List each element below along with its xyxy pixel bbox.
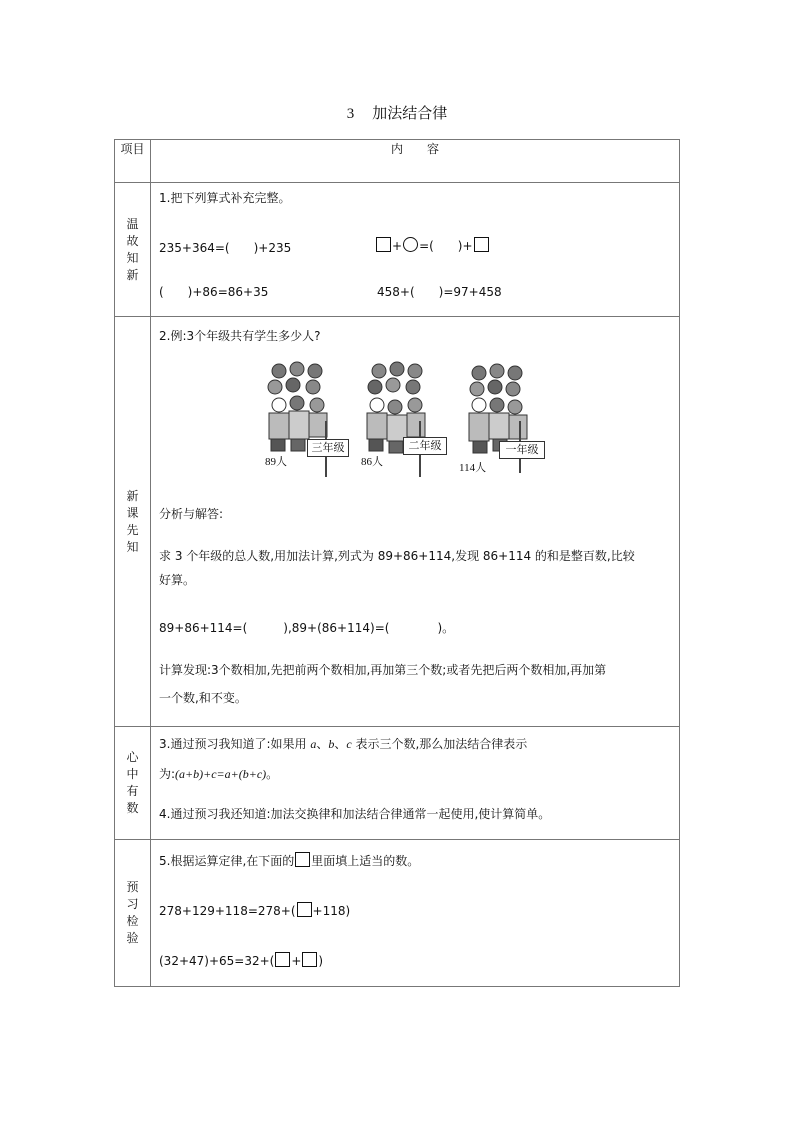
group-count: 86人 — [361, 456, 383, 468]
text: 为: — [159, 767, 176, 781]
header-content: 内 容 — [151, 140, 680, 183]
section-content-check — [151, 840, 680, 987]
label-char: 知 — [126, 250, 139, 265]
section-check — [115, 840, 680, 987]
label-char: 温 — [126, 216, 139, 231]
table-header-row — [115, 140, 680, 183]
analysis-line-2: 好算。 — [159, 573, 196, 587]
eq-1-left: 235+364=( )+235 — [159, 241, 292, 255]
title-text: 加法结合律 — [372, 104, 448, 122]
grade-sign: 一年级 — [499, 441, 545, 459]
text: 里面填上适当的数。 — [311, 854, 420, 868]
analysis-title: 分析与解答: — [159, 507, 224, 521]
grade-sign: 二年级 — [403, 437, 447, 455]
label-char: 新 — [126, 267, 139, 282]
eq-1-right — [375, 237, 490, 254]
point-4: 4.通过预习我还知道:加法交换律和加法结合律通常一起使用,使计算简单。 — [159, 807, 551, 821]
label-char: 检 — [126, 914, 139, 928]
header-item: 项目 — [115, 140, 151, 183]
variable-c: c — [346, 737, 352, 751]
point-3-line-2 — [159, 765, 278, 782]
question-2-title: 2.例:3个年级共有学生多少人? — [159, 329, 321, 343]
page-title — [0, 102, 794, 123]
text: 5.根据运算定律,在下面的 — [159, 854, 295, 868]
square-shape — [474, 237, 489, 252]
analysis-line-1: 求 3 个年级的总人数,用加法计算,列式为 89+86+114,发现 86+114 的和是整百数,比较 — [159, 549, 635, 563]
students-illustration — [263, 361, 563, 481]
student-group-1 — [459, 361, 555, 479]
eq-2-right: 458+( )=97+458 — [377, 285, 502, 299]
answer-box[interactable] — [302, 952, 317, 967]
student-group-3 — [263, 361, 353, 479]
text: ) — [318, 954, 324, 968]
eq-2-left: ( )+86=86+35 — [159, 285, 269, 299]
section-label-check — [115, 840, 151, 987]
circle-shape — [403, 237, 418, 252]
label-char: 预 — [126, 880, 139, 894]
variable-b: b — [328, 737, 335, 751]
worksheet-table — [114, 139, 680, 987]
label-char: 故 — [126, 233, 139, 248]
eq-1-right-text: =( )+ — [419, 239, 473, 253]
text: 、 — [316, 737, 329, 751]
group-count: 114人 — [459, 462, 487, 474]
square-shape — [376, 237, 391, 252]
question-1-title: 1.把下列算式补充完整。 — [159, 191, 291, 205]
check-eq-1 — [159, 902, 350, 918]
section-label-newlesson — [115, 317, 151, 727]
calc-line: 89+86+114=( ),89+(86+114)=( )。 — [159, 621, 455, 635]
title-number: 3 — [346, 106, 355, 122]
question-5-title — [159, 852, 419, 869]
label-char: 验 — [126, 931, 139, 945]
check-eq-2 — [159, 952, 323, 968]
label-char: 知 — [126, 539, 139, 554]
variable-a: a — [310, 737, 317, 751]
label-char: 心 — [126, 750, 139, 764]
point-3-line-1 — [159, 735, 527, 752]
label-char: 有 — [126, 784, 139, 798]
section-label-mind — [115, 727, 151, 840]
group-count: 89人 — [265, 456, 287, 468]
text: (32+47)+65=32+( — [159, 954, 275, 968]
student-group-2 — [363, 361, 453, 479]
text: + — [291, 954, 302, 968]
answer-box[interactable] — [275, 952, 290, 967]
finding-line-1: 计算发现:3个数相加,先把前两个数相加,再加第三个数;或者先把后两个数相加,再加第 — [159, 663, 607, 677]
label-char: 数 — [126, 801, 139, 815]
section-content-review — [151, 183, 680, 317]
section-newlesson — [115, 317, 680, 727]
label-char: 新 — [126, 488, 139, 503]
square-shape — [295, 852, 310, 867]
section-label-review — [115, 183, 151, 317]
finding-line-2: 一个数,和不变。 — [159, 691, 247, 705]
text: 表示三个数,那么加法结合律表示 — [351, 737, 528, 751]
label-char: 先 — [126, 522, 139, 537]
label-char: 课 — [126, 505, 139, 520]
section-mind — [115, 727, 680, 840]
text: 3.通过预习我知道了:如果用 — [159, 737, 311, 751]
associative-law-formula: (a+b)+c=a+(b+c) — [175, 767, 267, 781]
label-char: 习 — [126, 897, 139, 911]
text: 278+129+118=278+( — [159, 904, 296, 918]
text: +118) — [312, 904, 351, 918]
section-review — [115, 183, 680, 317]
text: 、 — [334, 737, 347, 751]
text: 。 — [266, 767, 279, 781]
section-content-mind — [151, 727, 680, 840]
section-content-newlesson — [151, 317, 680, 727]
answer-box[interactable] — [297, 902, 312, 917]
plus-sign: + — [392, 239, 403, 253]
grade-sign: 三年级 — [307, 439, 349, 457]
label-char: 中 — [126, 767, 139, 781]
